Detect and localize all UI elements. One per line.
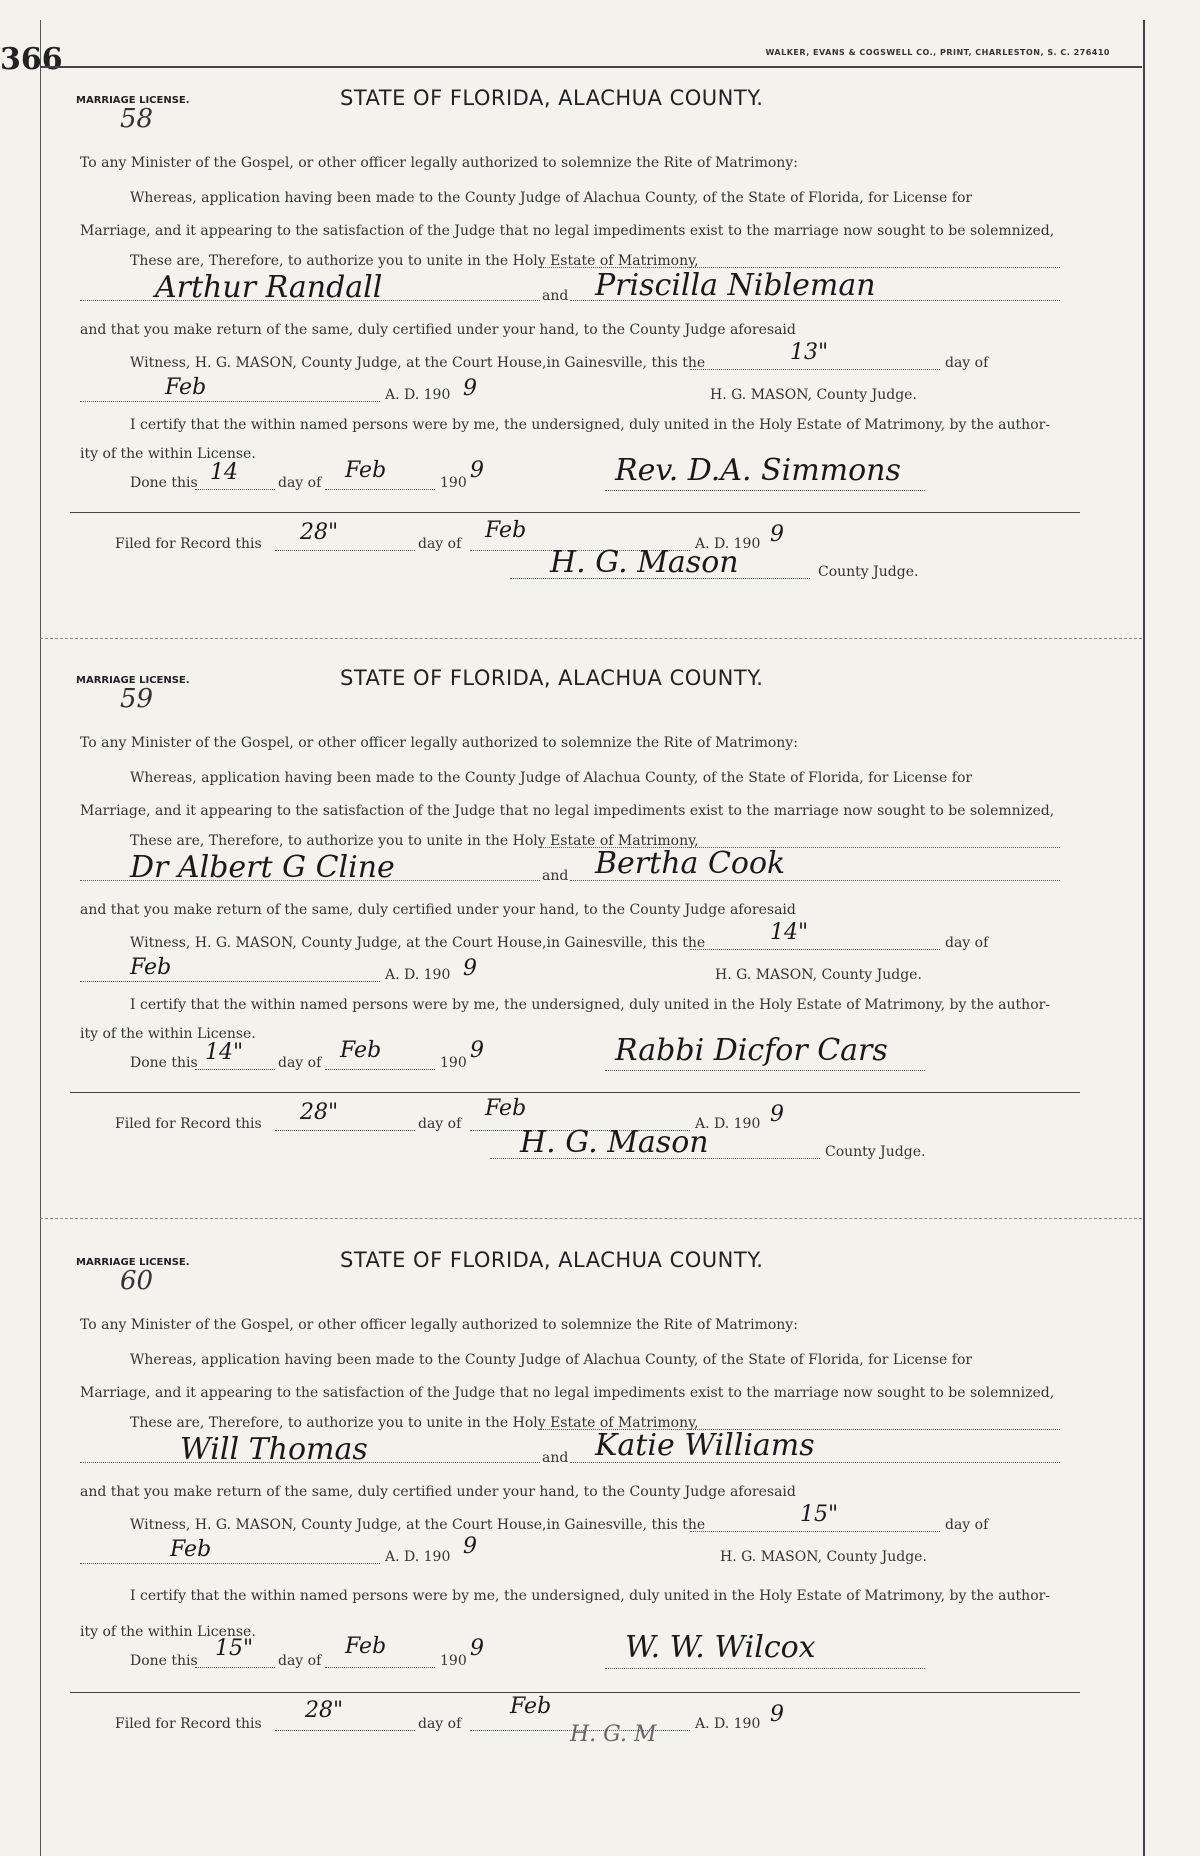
and-word: and (542, 868, 569, 884)
done-day-of: day of (278, 475, 322, 491)
witness-month-dots (80, 981, 380, 982)
page-number: 366 (0, 42, 63, 77)
county-judge-label: County Judge. (825, 1144, 926, 1160)
done-day: 15" (215, 1636, 254, 1661)
whereas-line-1: Whereas, application having been made to the County Judge of Alachua County, of the State of Florida, for License for (130, 770, 973, 786)
officiant-signature: Rabbi Dicfor Cars (615, 1033, 888, 1068)
salutation: To any Minister of the Gospel, or other officer legally authorized to solemnize the Rite of Matrimony: (80, 155, 798, 171)
witness-line: Witness, H. G. MASON, County Judge, at the Court House,in Gainesville, this the (130, 355, 706, 371)
certify-line-1: I certify that the within named persons were by me, the undersigned, duly united in the Holy Estate of Matrimony, by the author- (130, 997, 1051, 1013)
witness-day-dots (690, 1531, 940, 1532)
license-divider (40, 638, 1142, 639)
certify-line-1: I certify that the within named persons were by me, the undersigned, duly united in the Holy Estate of Matrimony, by the author- (130, 1588, 1051, 1604)
bride-name: Bertha Cook (595, 846, 786, 881)
officiant-signature: W. W. Wilcox (625, 1630, 816, 1665)
done-year-prefix: 190 (440, 1653, 467, 1669)
judge-dots (510, 578, 810, 579)
witness-day: 14" (770, 920, 809, 945)
done-year: 9 (470, 1636, 484, 1661)
marriage-license-59 (70, 640, 1090, 1210)
judge-signature-line: H. G. MASON, County Judge. (710, 387, 917, 403)
filed-ad: A. D. 190 (695, 1116, 761, 1132)
certify-line-2: ity of the within License. (80, 1026, 256, 1042)
license-heading: STATE OF FLORIDA, ALACHUA COUNTY. (340, 666, 764, 690)
witness-day-dots (690, 949, 940, 950)
done-month: Feb (345, 458, 387, 483)
filed-day-dots (275, 1730, 415, 1731)
done-month: Feb (340, 1038, 382, 1063)
witness-year: 9 (463, 376, 477, 401)
done-year-prefix: 190 (440, 475, 467, 491)
done-day-of: day of (278, 1653, 322, 1669)
done-year: 9 (470, 1038, 484, 1063)
bride-name: Katie Williams (595, 1428, 815, 1463)
done-year: 9 (470, 458, 484, 483)
done-this: Done this (130, 1653, 198, 1669)
witness-year: 9 (463, 1534, 477, 1559)
done-day-dots (195, 1069, 275, 1070)
groom-dots (80, 880, 540, 881)
witness-day-of: day of (945, 355, 989, 371)
done-month: Feb (345, 1634, 387, 1659)
license-number: 60 (120, 1266, 154, 1296)
witness-month: Feb (130, 955, 172, 980)
officiant-dots (605, 490, 925, 491)
filed-line: Filed for Record this (115, 1116, 262, 1132)
judge-signature: H. G. Mason (550, 545, 739, 580)
filed-month: Feb (485, 518, 527, 543)
groom-name: Will Thomas (180, 1432, 368, 1467)
return-line: and that you make return of the same, duly certified under your hand, to the County Judge aforesaid (80, 1484, 796, 1500)
done-year-prefix: 190 (440, 1055, 467, 1071)
done-month-dots (325, 1667, 435, 1668)
bride-name: Priscilla Nibleman (595, 268, 876, 303)
license-heading: STATE OF FLORIDA, ALACHUA COUNTY. (340, 86, 764, 110)
license-label: MARRIAGE LICENSE. (76, 95, 190, 106)
filed-line: Filed for Record this (115, 536, 262, 552)
whereas-line-2: Marriage, and it appearing to the satisfaction of the Judge that no legal impediments exist to the marriage now sought to be solemnized, (80, 223, 1055, 239)
done-day: 14 (210, 460, 238, 485)
filed-day-of: day of (418, 1116, 462, 1132)
license-number: 59 (120, 684, 154, 714)
witness-day-of: day of (945, 1517, 989, 1533)
filed-month: Feb (485, 1096, 527, 1121)
officiant-dots (605, 1668, 925, 1669)
witness-month-dots (80, 401, 380, 402)
marriage-license-58 (70, 60, 1090, 630)
bride-dots (570, 880, 1060, 881)
authorize-line: These are, Therefore, to authorize you to unite in the Holy Estate of Matrimony, (130, 833, 699, 849)
filed-line: Filed for Record this (115, 1716, 262, 1732)
filed-day-of: day of (418, 1716, 462, 1732)
groom-dots (80, 300, 540, 301)
filed-year: 9 (770, 1102, 784, 1127)
whereas-line-2: Marriage, and it appearing to the satisfaction of the Judge that no legal impediments exist to the marriage now sought to be solemnized, (80, 1385, 1055, 1401)
whereas-line-2: Marriage, and it appearing to the satisfaction of the Judge that no legal impediments exist to the marriage now sought to be solemnized, (80, 803, 1055, 819)
groom-dots (80, 1462, 540, 1463)
separator-rule (70, 512, 1080, 513)
certify-line-1: I certify that the within named persons were by me, the undersigned, duly united in the Holy Estate of Matrimony, by the author- (130, 417, 1051, 433)
done-this: Done this (130, 475, 198, 491)
witness-year: 9 (463, 956, 477, 981)
witness-day: 13" (790, 340, 829, 365)
officiant-dots (605, 1070, 925, 1071)
judge-dots (490, 1158, 820, 1159)
salutation: To any Minister of the Gospel, or other officer legally authorized to solemnize the Rite of Matrimony: (80, 735, 798, 751)
judge-signature: H. G. Mason (520, 1125, 709, 1160)
license-divider (40, 1218, 1142, 1219)
witness-line: Witness, H. G. MASON, County Judge, at the Court House,in Gainesville, this the (130, 1517, 706, 1533)
printer-imprint: WALKER, EVANS & COGSWELL CO., PRINT, CHARLESTON, S. C. 276410 (765, 48, 1110, 57)
authorize-line: These are, Therefore, to authorize you to unite in the Holy Estate of Matrimony, (130, 253, 699, 269)
witness-month: Feb (165, 375, 207, 400)
done-day-dots (195, 1667, 275, 1668)
witness-ad: A. D. 190 (385, 1549, 451, 1565)
filed-ad: A. D. 190 (695, 536, 761, 552)
filed-day: 28" (305, 1698, 344, 1723)
whereas-line-1: Whereas, application having been made to the County Judge of Alachua County, of the State of Florida, for License for (130, 1352, 973, 1368)
judge-signature-line: H. G. MASON, County Judge. (715, 967, 922, 983)
bride-dots (570, 1462, 1060, 1463)
done-day: 14" (205, 1040, 244, 1065)
filed-day: 28" (300, 1100, 339, 1125)
marriage-license-60 (70, 1222, 1090, 1792)
county-judge-label: County Judge. (818, 564, 919, 580)
filed-day: 28" (300, 520, 339, 545)
return-line: and that you make return of the same, duly certified under your hand, to the County Judge aforesaid (80, 902, 796, 918)
salutation: To any Minister of the Gospel, or other officer legally authorized to solemnize the Rite of Matrimony: (80, 1317, 798, 1333)
done-day-of: day of (278, 1055, 322, 1071)
witness-line: Witness, H. G. MASON, County Judge, at the Court House,in Gainesville, this the (130, 935, 706, 951)
witness-month-dots (80, 1563, 380, 1564)
witness-day-dots (690, 369, 940, 370)
witness-ad: A. D. 190 (385, 967, 451, 983)
separator-rule (70, 1092, 1080, 1093)
return-line: and that you make return of the same, duly certified under your hand, to the County Judge aforesaid (80, 322, 796, 338)
certify-line-2: ity of the within License. (80, 1624, 256, 1640)
license-number: 58 (120, 104, 154, 134)
done-day-dots (195, 489, 275, 490)
filed-day-dots (275, 550, 415, 551)
done-this: Done this (130, 1055, 198, 1071)
witness-day: 15" (800, 1502, 839, 1527)
witness-month: Feb (170, 1537, 212, 1562)
left-margin-rule (40, 20, 41, 1856)
certify-line-2: ity of the within License. (80, 446, 256, 462)
and-word: and (542, 1450, 569, 1466)
witness-ad: A. D. 190 (385, 387, 451, 403)
authorize-line: These are, Therefore, to authorize you to unite in the Holy Estate of Matrimony, (130, 1415, 699, 1431)
filed-year: 9 (770, 1702, 784, 1727)
filed-day-of: day of (418, 536, 462, 552)
judge-signature: H. G. M (570, 1722, 657, 1747)
witness-day-of: day of (945, 935, 989, 951)
judge-signature-line: H. G. MASON, County Judge. (720, 1549, 927, 1565)
bride-dots (570, 300, 1060, 301)
right-margin-rule (1143, 20, 1145, 1856)
filed-year: 9 (770, 522, 784, 547)
done-month-dots (325, 489, 435, 490)
groom-name: Dr Albert G Cline (130, 850, 395, 885)
whereas-line-1: Whereas, application having been made to the County Judge of Alachua County, of the State of Florida, for License for (130, 190, 973, 206)
filed-day-dots (275, 1130, 415, 1131)
filed-month: Feb (510, 1694, 552, 1719)
separator-rule (70, 1692, 1080, 1693)
filed-ad: A. D. 190 (695, 1716, 761, 1732)
and-word: and (542, 288, 569, 304)
license-heading: STATE OF FLORIDA, ALACHUA COUNTY. (340, 1248, 764, 1272)
officiant-signature: Rev. D.A. Simmons (615, 453, 901, 488)
license-label: MARRIAGE LICENSE. (76, 1257, 190, 1268)
groom-name: Arthur Randall (155, 270, 383, 305)
done-month-dots (325, 1069, 435, 1070)
license-label: MARRIAGE LICENSE. (76, 675, 190, 686)
